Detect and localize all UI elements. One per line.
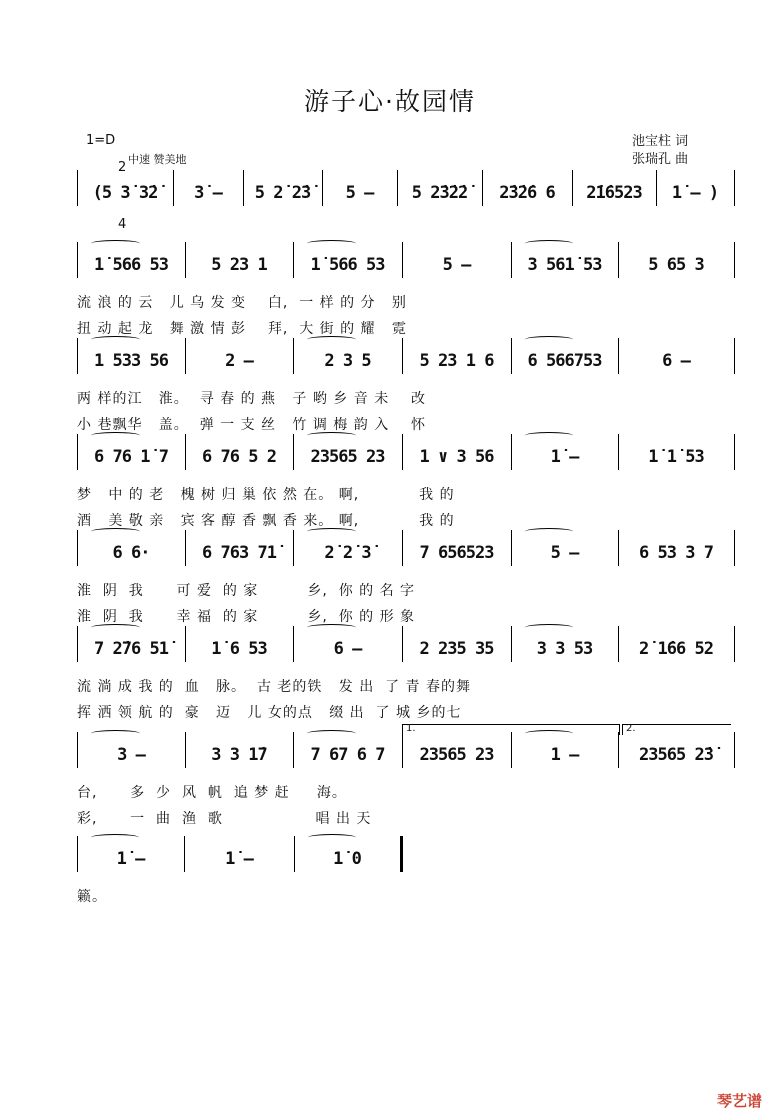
slur-mark: [308, 834, 356, 841]
bar-line: [402, 242, 403, 278]
measure: 5 –: [345, 183, 374, 203]
slur-mark: [91, 528, 140, 535]
lyric-text: 扭 动 起 龙 舞 激 情 彭 拜, 大 街 的 耀 霓: [77, 321, 407, 337]
bar-line: [77, 242, 78, 278]
bar-line: [397, 170, 398, 206]
bar-line: [618, 242, 619, 278]
slur-mark: [307, 528, 356, 535]
slur-mark: [525, 432, 573, 439]
bar-line: [402, 530, 403, 566]
bar-line: [185, 626, 186, 662]
bar-line: [293, 242, 294, 278]
measure: 1̇ 1̇ 53: [648, 447, 704, 467]
bar-line: [618, 338, 619, 374]
measure: 1̇ –: [550, 447, 579, 467]
measure: 6 76 5 2: [202, 447, 276, 467]
slur-mark: [525, 336, 573, 343]
measure: 1̇ –: [225, 849, 253, 869]
measure: 2̇3̇2̇6 6: [499, 183, 555, 203]
measure: 3 561̇ 53: [527, 255, 602, 275]
slur-mark: [91, 432, 140, 439]
lyric-text: 流 浪 的 云 儿 乌 发 变 白, 一 样 的 分 别: [77, 295, 407, 311]
bar-line: [77, 434, 78, 470]
measure: 6 763 71̇: [202, 543, 276, 563]
slur-mark: [307, 432, 356, 439]
bar-line: [511, 434, 512, 470]
measure: 2̇1̇6523: [586, 183, 642, 203]
measure: 6 6·: [112, 543, 150, 563]
slur-mark: [91, 240, 140, 247]
lyric-text: 酒 美 敬 亲 宾 客 醇 香 飘 香 来。 啊, 我 的: [77, 513, 455, 529]
bar-line: [572, 170, 573, 206]
bar-line: [322, 170, 323, 206]
meter-bottom: 4: [118, 217, 127, 232]
slur-mark: [525, 528, 573, 535]
bar-line: [482, 170, 483, 206]
measure: 1 –: [550, 745, 579, 765]
bar-line: [77, 530, 78, 566]
key-signature: 1=D: [86, 133, 116, 148]
bar-line: [402, 626, 403, 662]
measure: 1 533 56: [94, 351, 168, 371]
bar-line: [402, 434, 403, 470]
slur-mark: [307, 240, 356, 247]
bar-line: [77, 732, 78, 768]
volta-label-1: 1.: [406, 723, 416, 734]
bar-line: [185, 434, 186, 470]
bar-line: [185, 530, 186, 566]
slur-mark: [91, 730, 140, 737]
measure: 6 –: [662, 351, 690, 371]
measure: 3 3 1̇7: [211, 745, 267, 765]
measure: 6 –: [333, 639, 362, 659]
bar-line: [618, 626, 619, 662]
bar-line: [77, 170, 78, 206]
slur-mark: [307, 624, 356, 631]
measure: 23565 23: [310, 447, 385, 467]
measure: 7 67 6 7: [310, 745, 385, 765]
measure: 1̇ 0: [333, 849, 361, 869]
measure: 6 76 1̇ 7: [94, 447, 168, 467]
bar-line: [511, 530, 512, 566]
measure: 1̇ 6 53: [211, 639, 267, 659]
bar-line: [402, 338, 403, 374]
bar-line: [511, 338, 512, 374]
bar-line: [185, 732, 186, 768]
measure: 1̇ 566 53: [310, 255, 385, 275]
lyric-text: 淮 阴 我 可 爱 的 家 乡, 你 的 名 字: [77, 583, 416, 599]
slur-mark: [307, 336, 356, 343]
bar-line: [400, 836, 403, 872]
measure: 5 23 1 6: [419, 351, 494, 371]
bar-line: [734, 732, 735, 768]
lyric-text: 彩, 一 曲 渔 歌 唱 出 天: [77, 811, 372, 827]
bar-line: [293, 338, 294, 374]
bar-line: [734, 170, 735, 206]
measure: 5 23 1: [211, 255, 267, 275]
bar-line: [511, 626, 512, 662]
measure: 2 –: [225, 351, 253, 371]
slur-mark: [525, 624, 573, 631]
measure: 23565 23: [419, 745, 494, 765]
bar-line: [618, 434, 619, 470]
measure: 6 566753: [527, 351, 602, 371]
tempo-marking: 中速 赞美地: [128, 153, 187, 166]
bar-line: [511, 242, 512, 278]
bar-line: [184, 836, 185, 872]
page-title: 游子心·故园情: [304, 87, 476, 116]
lyric-text: 台, 多 少 风 帆 追 梦 赶 海。: [77, 785, 347, 801]
measure: 1̇ – ): [671, 183, 719, 203]
bar-line: [77, 836, 78, 872]
volta-label-2: 2.: [626, 723, 636, 734]
lyric-text: 两 样的江 淮。 寻 春 的 燕 子 哟 乡 音 未 改: [77, 391, 427, 407]
lyric-text: 梦 中 的 老 槐 树 归 巢 依 然 在。 啊, 我 的: [77, 487, 455, 503]
measure: 2̇ 1̇66 52: [639, 639, 713, 659]
volta-bracket-1: [402, 724, 620, 735]
measure: 1̇ 566 53: [94, 255, 168, 275]
bar-line: [618, 530, 619, 566]
bar-line: [734, 530, 735, 566]
lyric-text: 籁。: [77, 889, 107, 905]
bar-line: [734, 338, 735, 374]
bar-line: [185, 242, 186, 278]
composer-credit: 张瑞孔 曲: [632, 152, 689, 167]
bar-line: [77, 626, 78, 662]
bar-line: [734, 242, 735, 278]
measure: 2̇ 2̇ 3̇: [324, 543, 371, 563]
volta-bracket-2: [622, 724, 731, 735]
lyric-text: 流 淌 成 我 的 血 脉。 古 老的铁 发 出 了 青 春的舞: [77, 679, 472, 695]
measure: 5 2̇ 2̇3̇: [254, 183, 311, 203]
slur-mark: [91, 336, 140, 343]
bar-line: [185, 338, 186, 374]
slur-mark: [525, 240, 573, 247]
bar-line: [173, 170, 174, 206]
bar-line: [734, 434, 735, 470]
measure: 5 2̇3̇2̇2̇: [411, 183, 468, 203]
bar-line: [243, 170, 244, 206]
lyric-text: 小 巷飘华 盖。 弹 一 支 丝 竹 调 梅 韵 入 怀: [77, 417, 427, 433]
meter-top: 2: [118, 160, 127, 175]
measure: 5 –: [550, 543, 579, 563]
bar-line: [293, 530, 294, 566]
bar-line: [77, 338, 78, 374]
measure: 5 –: [442, 255, 471, 275]
bar-line: [293, 434, 294, 470]
slur-mark: [91, 624, 140, 631]
bar-line: [294, 836, 295, 872]
measure: 2 3 5: [324, 351, 371, 371]
measure: 7 2̇76 51̇: [94, 639, 168, 659]
measure: 6 53 3 7: [639, 543, 713, 563]
measure: 2 235 35: [419, 639, 494, 659]
bar-line: [293, 732, 294, 768]
bar-line: [402, 732, 403, 768]
lyricist-credit: 池宝柱 词: [632, 134, 689, 149]
bar-line: [618, 732, 619, 768]
measure: (5 3̇ 3̇2̇: [92, 183, 158, 203]
slur-mark: [91, 834, 139, 841]
bar-line: [656, 170, 657, 206]
measure: 1̇ –: [116, 849, 145, 869]
lyric-text: 挥 洒 领 航 的 豪 迈 儿 女的点 缀 出 了 城 乡的七: [77, 705, 462, 721]
measure: 23565 2̇3̇: [639, 745, 713, 765]
measure: 7 656523: [419, 543, 494, 563]
bar-line: [734, 626, 735, 662]
measure: 3 –: [117, 745, 145, 765]
measure: 3̇ –: [194, 183, 222, 203]
slur-mark: [307, 730, 356, 737]
bar-line: [293, 626, 294, 662]
lyric-text: 淮 阴 我 幸 福 的 家 乡, 你 的 形 象: [77, 609, 416, 625]
measure: 1 ∨ 3 56: [419, 447, 494, 467]
bar-line: [511, 732, 512, 768]
measure: 5 65 3: [648, 255, 704, 275]
measure: 3 3 53: [536, 639, 593, 659]
watermark-logo: 琴艺谱: [716, 1092, 762, 1110]
